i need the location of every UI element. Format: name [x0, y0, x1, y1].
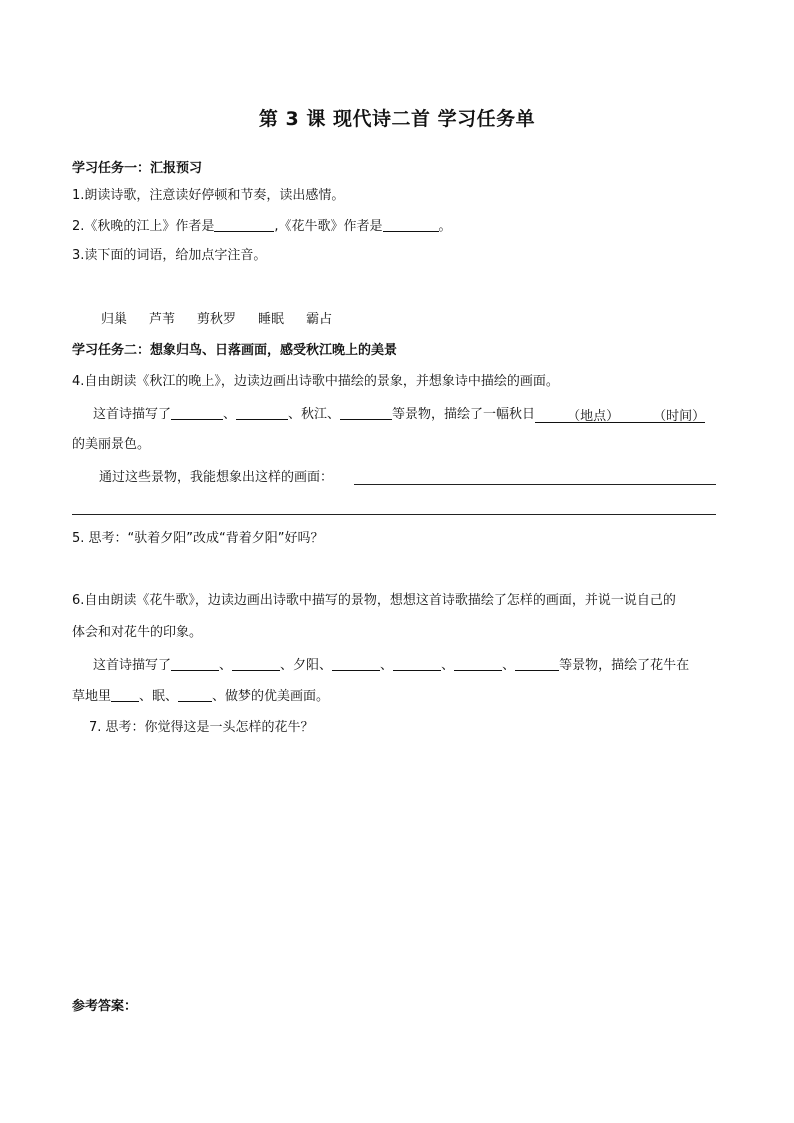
- q6-sleep-sep: 、眠、: [139, 689, 179, 704]
- question-4-fill-line: [93, 405, 705, 424]
- q6-sep-sunset: 、夕阳、: [280, 658, 333, 673]
- imagine-prompt: 通过这些景物，我能想象出这样的画面：: [99, 470, 334, 485]
- task2-heading: 学习任务二：想象归鸟、日落画面，感受秋江晚上的美景: [72, 343, 398, 358]
- cow-action-blank-2[interactable]: [178, 687, 212, 702]
- q4-sep: 、: [223, 407, 237, 422]
- q6-dream-suffix: 、做梦的优美画面。: [212, 689, 330, 704]
- scene-blank-2[interactable]: [236, 405, 288, 420]
- cow-scene-blank-5[interactable]: [454, 656, 502, 671]
- question-7: 7. 思考：你觉得这是一头怎样的花牛？: [89, 720, 314, 735]
- vocab-word-list: [101, 311, 354, 329]
- q6-sep: 、: [219, 658, 233, 673]
- cow-scene-blank-1[interactable]: [171, 656, 219, 671]
- time-hint: （时间）: [653, 409, 706, 424]
- imagine-answer-line-1[interactable]: [354, 484, 716, 485]
- question-6-fill-line-2: [72, 687, 329, 706]
- question-5: 5. 思考：“驮着夕阳”改成“背着夕阳”好吗？: [72, 531, 324, 546]
- answers-heading: 参考答案：: [72, 999, 138, 1014]
- cow-scene-blank-3[interactable]: [332, 656, 380, 671]
- author-blank-2[interactable]: [383, 217, 439, 232]
- cow-scene-blank-4[interactable]: [393, 656, 441, 671]
- scene-blank-1[interactable]: [171, 405, 223, 420]
- cow-action-blank-1[interactable]: [111, 687, 139, 702]
- question-2-part-c: 。: [438, 219, 452, 234]
- scene-blank-3[interactable]: [340, 405, 392, 420]
- q4-sep-autumn-river: 、秋江、: [288, 407, 341, 422]
- question-6-line-2: 体会和对花牛的印象。: [72, 625, 203, 640]
- vocab-word: 睡眠: [258, 312, 285, 327]
- question-2: [72, 217, 452, 236]
- question-3: 3.读下面的词语，给加点字注音。: [72, 248, 267, 263]
- question-4-fill-end: 的美丽景色。: [72, 437, 151, 452]
- vocab-word: 霸占: [306, 312, 333, 327]
- q6-sep: 、: [502, 658, 516, 673]
- cow-scene-blank-6[interactable]: [515, 656, 559, 671]
- author-blank-1[interactable]: [214, 217, 274, 232]
- question-1: 1.朗读诗歌，注意读好停顿和节奏，读出感情。: [72, 188, 345, 203]
- question-6-fill-line: [93, 656, 689, 675]
- q4-fill-middle: 等景物，描绘了一幅秋日: [392, 407, 536, 422]
- q4-fill-prefix: 这首诗描写了: [93, 407, 172, 422]
- question-2-part-a: 2.《秋晚的江上》作者是: [72, 219, 215, 234]
- vocab-word: 剪秋罗: [197, 312, 237, 327]
- vocab-word: 归巢: [101, 312, 128, 327]
- question-2-part-b: ,《花牛歌》作者是: [274, 219, 383, 234]
- page-title: 第 3 课 现代诗二首 学习任务单: [258, 108, 536, 130]
- place-hint: （地点）: [567, 409, 620, 424]
- q6-fill-prefix: 这首诗描写了: [93, 658, 172, 673]
- q6-sep: 、: [380, 658, 394, 673]
- vocab-word: 芦苇: [149, 312, 176, 327]
- q6-sep: 、: [441, 658, 455, 673]
- place-time-blank[interactable]: [535, 408, 705, 423]
- q6-fill-suffix: 等景物，描绘了花牛在: [559, 658, 690, 673]
- imagine-answer-line-2[interactable]: [72, 514, 716, 515]
- question-4: 4.自由朗读《秋江的晚上》，边读边画出诗歌中描绘的景象，并想象诗中描绘的画面。: [72, 374, 559, 389]
- q6-grass-prefix: 草地里: [72, 689, 112, 704]
- cow-scene-blank-2[interactable]: [232, 656, 280, 671]
- question-6-line-1: 6.自由朗读《花牛歌》，边读边画出诗歌中描写的景物，想想这首诗歌描绘了怎样的画面，并说一说自己的: [72, 593, 676, 608]
- task1-heading: 学习任务一：汇报预习: [72, 161, 203, 176]
